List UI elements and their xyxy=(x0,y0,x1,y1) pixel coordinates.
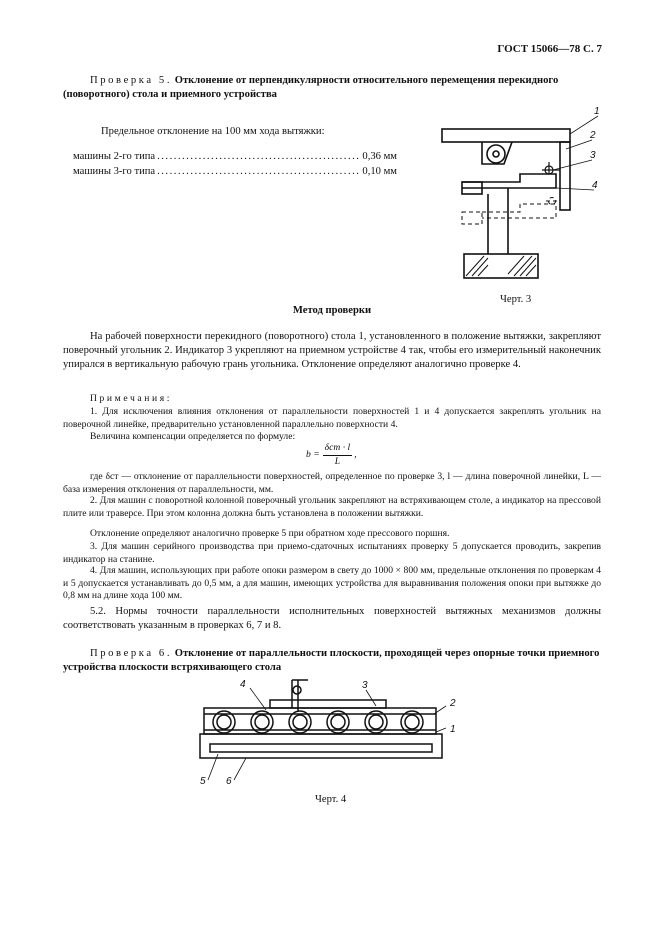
figure-4-label-3: 3 xyxy=(362,680,368,691)
figure-4-label-4: 4 xyxy=(240,679,246,690)
section-5-2: 5.2. Нормы точности параллельности исполнительных поверхностей вытяжных механизмов должны соответствовать указанным в проверках 6, 7 и 8. xyxy=(63,606,601,631)
note-2: 2. Для машин с поворотной колонной поверочный угольник закрепляют на встряхивающем столе, а индикатор на прессовой плите или траверсе. При этом колонна должна быть установлена в положении вытяжки. xyxy=(63,495,601,519)
check6-title: Отклонение от параллельности плоскости, проходящей через опорные точки приемного устройства плоскости встряхивающего стола xyxy=(63,648,600,673)
formula-numerator: δст · l xyxy=(323,442,353,456)
check5-label: Проверка 5. xyxy=(90,75,173,86)
figure-3-label-3: 3 xyxy=(590,150,596,161)
limit-row-1 xyxy=(73,150,398,164)
limit-row-value: 0,10 мм xyxy=(362,166,398,177)
figure-4-label-5: 5 xyxy=(200,776,206,787)
note-2b: Отклонение определяют аналогично проверке 5 при обратном ходе прессового поршня. xyxy=(90,528,450,539)
check5-title: Отклонение от перпендикулярности относительного перемещения перекидного (поворотного) стола и приемного устройства xyxy=(63,75,559,100)
formula xyxy=(306,442,357,468)
formula-fraction xyxy=(323,442,353,468)
figure-3-label-4: 4 xyxy=(592,180,598,191)
figure-3-label-2: 2 xyxy=(590,130,596,141)
page-header: ГОСТ 15066—78 С. 7 xyxy=(497,43,602,55)
formula-lhs: b = xyxy=(306,448,320,460)
dot-leader: ................................................. xyxy=(157,151,361,162)
compensation-intro: Величина компенсации определяется по формуле: xyxy=(90,431,296,442)
figure-4-label-1: 1 xyxy=(450,724,456,735)
check6-label: Проверка 6. xyxy=(90,648,173,659)
figure-4-label-2: 2 xyxy=(450,698,456,709)
method-heading: Метод проверки xyxy=(292,305,372,316)
notes-label: Примечания: xyxy=(90,393,172,404)
limit-row-name: машины 2-го типа xyxy=(73,151,156,162)
check5-heading xyxy=(63,74,601,102)
formula-denominator: L xyxy=(334,455,341,467)
figure-3-caption: Черт. 3 xyxy=(500,294,532,305)
limit-intro: Предельное отклонение на 100 мм хода вытяжки: xyxy=(101,126,325,137)
figure-3-drawing xyxy=(432,104,612,274)
limit-row-name: машины 3-го типа xyxy=(73,166,156,177)
formula-tail: , xyxy=(354,448,357,460)
formula-where: где δст — отклонение от параллельности поверхностей, определенное по проверке 3, l — длина поверочной линейки, L — база измерения отклонения от параллельности, мм. xyxy=(63,471,601,495)
limit-row-value: 0,36 мм xyxy=(362,151,398,162)
method-text: На рабочей поверхности перекидного (поворотного) стола 1, установленного в положение вытяжки, закрепляют поверочный угольник 2. Индикатор 3 укрепляют на приемном устройстве 4 так, чтобы его измерительный наконечник упирался в вертикальную рабочую грань угольника. Отклонение определяют аналогично проверке 4. xyxy=(63,331,601,370)
figure-4-caption: Черт. 4 xyxy=(315,794,347,805)
figure-3-label-1: 1 xyxy=(594,106,600,117)
figure-4-drawing xyxy=(190,676,480,786)
note-1: 1. Для исключения влияния отклонения от параллельности поверхностей 1 и 4 допускается закреплять угольник на поверочной линейке, предварительно установленной параллельно поверхности 4. xyxy=(63,406,601,430)
limit-row-2 xyxy=(73,165,398,179)
figure-4-label-6: 6 xyxy=(226,776,232,787)
dot-leader: ................................................. xyxy=(157,166,361,177)
check6-heading xyxy=(63,647,601,675)
note-3: 3. Для машин серийного производства при приемо-сдаточных испытаниях проверку 5 допускается проводить, закрепив индикатор на станине. xyxy=(63,541,601,565)
note-4: 4. Для машин, использующих при работе опоки размером в свету до 1000 × 800 мм, предельные отклонения по проверкам 4 и 5 допускается устанавливать до 0,5 мм, а для машин, имеющих устройства для выравнивания положения опоки при вытяжке до 0,8 мм на длине хода 100 мм. xyxy=(63,565,601,602)
